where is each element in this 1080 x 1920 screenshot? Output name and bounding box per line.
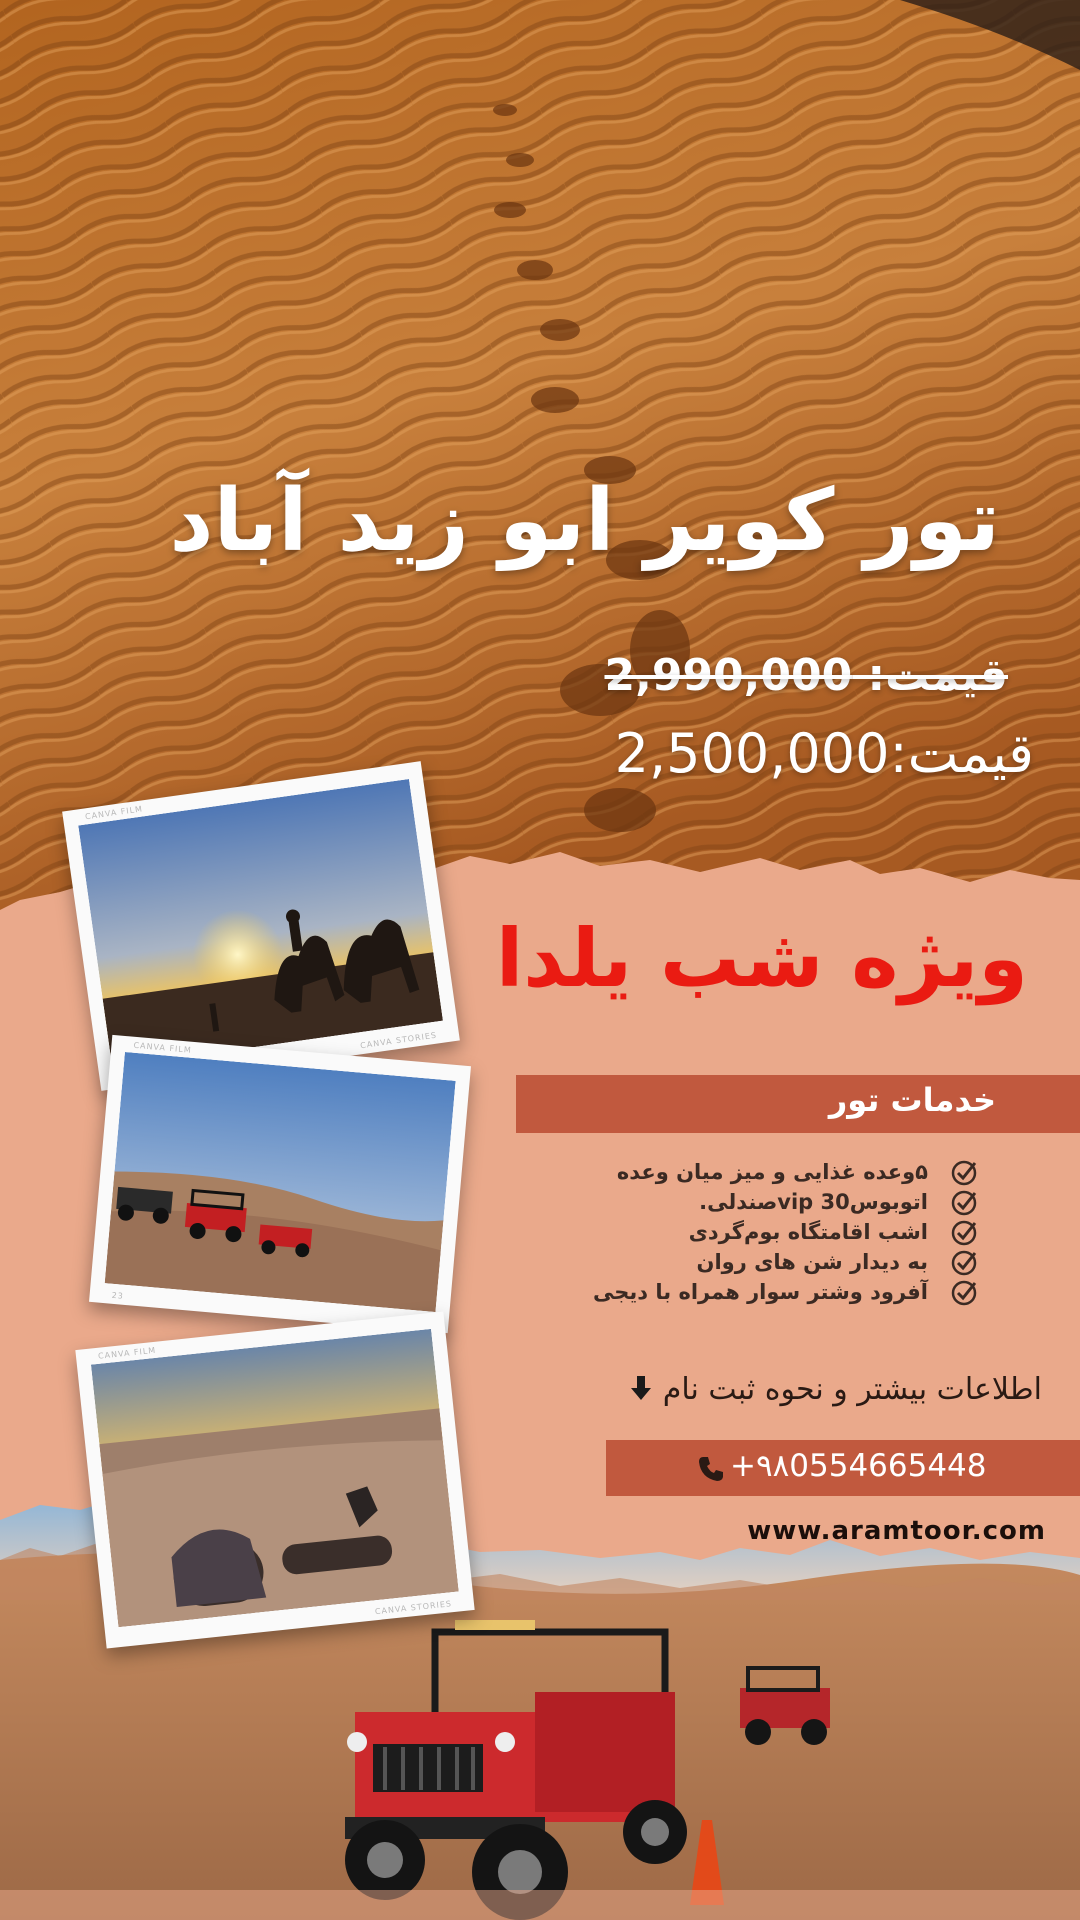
service-item xyxy=(428,1190,928,1220)
photo-caption-bottom: 23 xyxy=(111,1290,125,1301)
photo-caption-top: CANVA FILM xyxy=(133,1040,193,1055)
service-label: اتوبوس30 vipصندلی. xyxy=(699,1190,928,1214)
arrow-down-icon xyxy=(629,1374,653,1402)
old-price: قیمت: 2,990,000 xyxy=(604,650,1008,701)
service-label: به دیدار شن های روان xyxy=(696,1250,928,1274)
service-label: آفرود وشتر سوار همراه با دیجی xyxy=(593,1280,928,1304)
services-title: خدمات تور xyxy=(828,1081,996,1119)
check-circle-icon xyxy=(950,1189,978,1217)
feet-sunset-image xyxy=(91,1329,459,1627)
new-price: قیمت:2,500,000 xyxy=(614,722,1034,785)
check-circle-icon xyxy=(950,1249,978,1277)
photo-caption-bottom: CANVA STORIES xyxy=(359,1030,438,1051)
tour-title: تور کویر ابو زید آباد xyxy=(169,471,1000,571)
website-link[interactable]: www.aramtoor.com xyxy=(747,1516,1046,1546)
special-offer-heading: ویژه شب یلدا xyxy=(495,912,1028,1005)
service-label: اشب اقامتگاه بوم‌گردی xyxy=(688,1220,928,1244)
jeeps-dunes-image xyxy=(105,1052,456,1312)
check-circle-icon xyxy=(950,1159,978,1187)
check-circle-icon xyxy=(950,1219,978,1247)
photo-feet-sunset xyxy=(75,1311,474,1648)
service-label: ۵وعده غذایی و میز میان وعده xyxy=(616,1160,928,1184)
phone-bar[interactable] xyxy=(606,1440,1080,1496)
registration-info xyxy=(629,1372,1042,1407)
photo-caption-top: CANVA FILM xyxy=(84,804,144,822)
service-item xyxy=(428,1250,928,1280)
photo-caption-top: CANVA FILM xyxy=(97,1345,157,1361)
photo-jeeps xyxy=(89,1035,471,1333)
registration-text: اطلاعات بیشتر و نحوه ثبت نام xyxy=(662,1372,1042,1407)
check-circle-icon xyxy=(950,1279,978,1307)
camels-sunset-image xyxy=(78,779,443,1067)
phone-number[interactable]: +۹۸0554665448 xyxy=(730,1448,987,1484)
services-header-bar xyxy=(516,1075,1080,1133)
service-item xyxy=(428,1280,928,1310)
service-item xyxy=(428,1220,928,1250)
services-list xyxy=(428,1160,928,1310)
phone-icon xyxy=(696,1454,726,1484)
service-item xyxy=(428,1160,928,1190)
photo-caption-bottom: CANVA STORIES xyxy=(374,1599,453,1617)
